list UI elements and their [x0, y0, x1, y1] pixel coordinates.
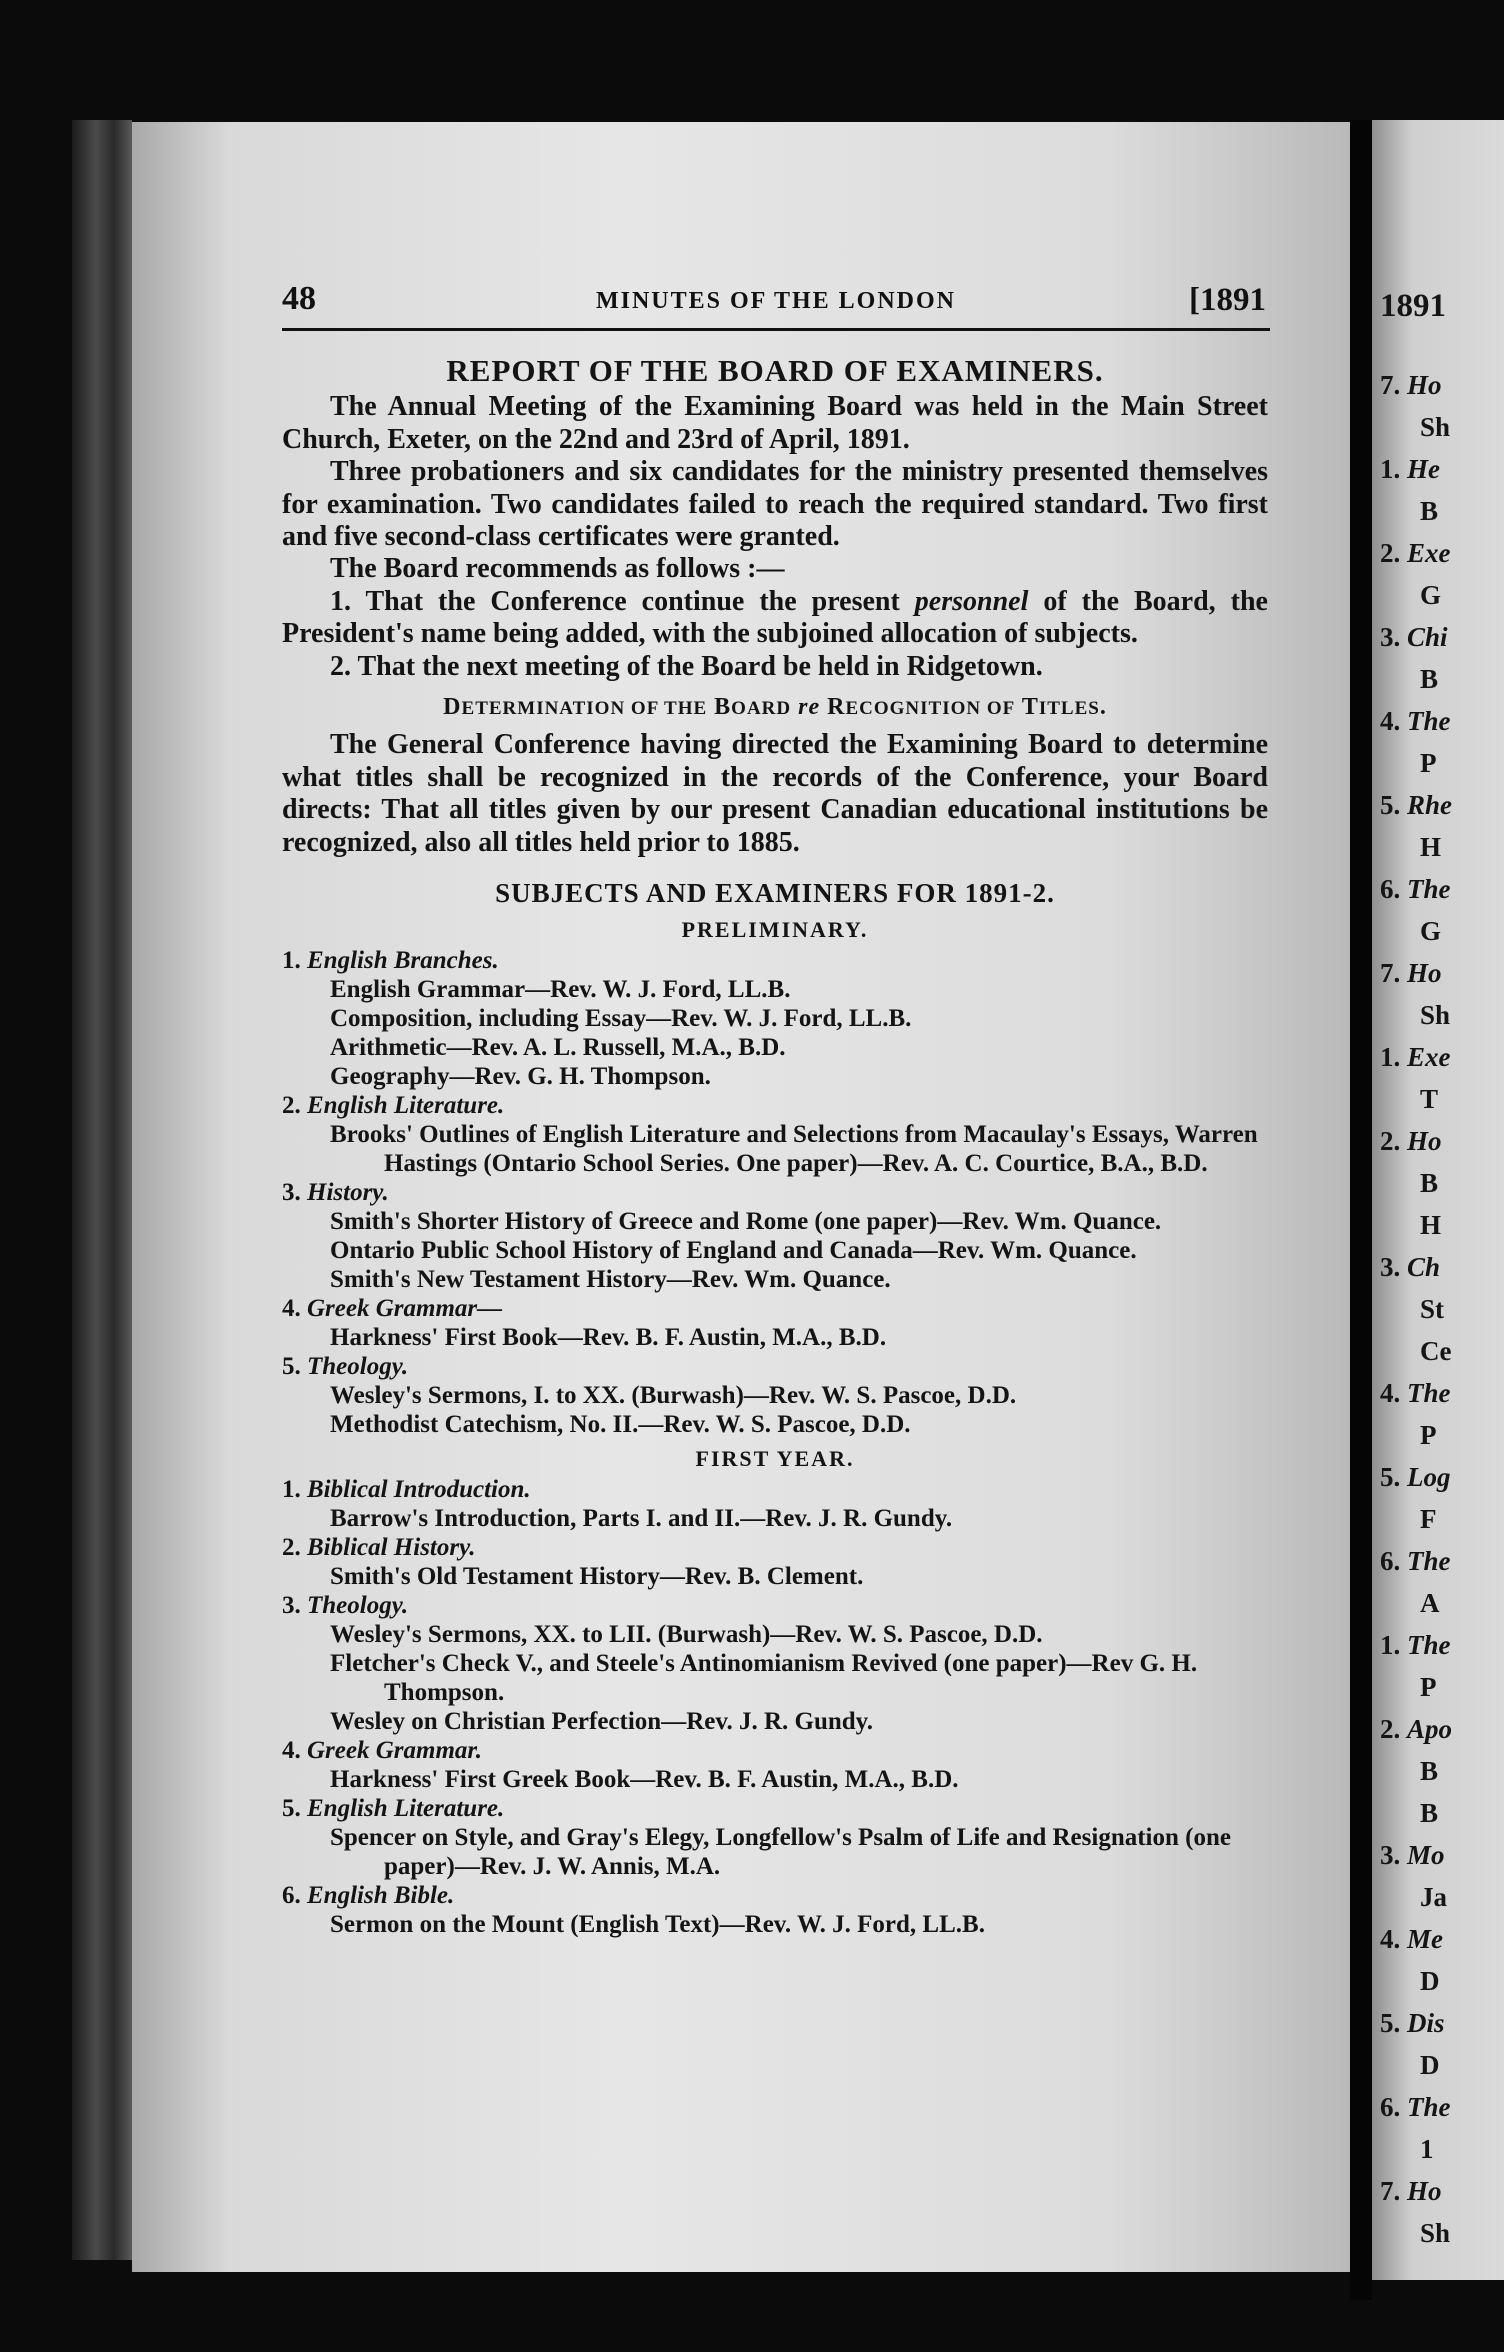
page-number: 48 — [282, 280, 316, 317]
subject-title: English Literature. — [307, 1091, 505, 1119]
subject-item: Sermon on the Mount (English Text)—Rev. W. J. Ford, LL.B. — [330, 1911, 985, 1939]
subject-item: Ontario Public School History of England and Canada—Rev. Wm. Quance. — [330, 1236, 1137, 1264]
adjacent-page-fragment: 5. Log — [1380, 1462, 1451, 1492]
adjacent-page-fragment: St — [1420, 1294, 1445, 1324]
preliminary-list — [282, 946, 1268, 1439]
adjacent-page-fragment: Ja — [1420, 1882, 1447, 1912]
header-year: [1891 — [1189, 282, 1266, 318]
subject-title: English Bible. — [307, 1882, 455, 1910]
adjacent-page-fragment: 3. Mo — [1380, 1840, 1445, 1870]
adjacent-page-fragment: 2. Apo — [1380, 1714, 1453, 1744]
adjacent-page-fragment: 4. The — [1380, 706, 1451, 736]
adjacent-page-fragment: B — [1420, 496, 1439, 526]
subject-title: Greek Grammar. — [307, 1737, 482, 1765]
adjacent-page-fragment: 6. The — [1380, 874, 1451, 904]
preliminary-heading: PRELIMINARY. — [681, 916, 869, 942]
adjacent-page-fragment: 3. Ch — [1380, 1252, 1441, 1282]
subject-item: English Grammar—Rev. W. J. Ford, LL.B. — [330, 975, 791, 1003]
subject-title: English Branches. — [307, 946, 499, 974]
adjacent-page-fragment: 1. Exe — [1380, 1042, 1451, 1072]
adjacent-page-fragment: 7. Ho — [1380, 958, 1442, 988]
adjacent-page-fragment: B — [1420, 1756, 1439, 1786]
subject-item: Smith's Shorter History of Greece and Rome (one paper)—Rev. Wm. Quance. — [330, 1207, 1162, 1235]
subject-item: Smith's New Testament History—Rev. Wm. Quance. — [330, 1265, 891, 1293]
report-title: REPORT OF THE BOARD OF EXAMINERS. — [446, 353, 1104, 388]
subject-category — [282, 1352, 1268, 1381]
adjacent-page-fragment: 2. Exe — [1380, 538, 1451, 568]
adjacent-page-fragment: 4. Me — [1380, 1924, 1443, 1954]
subject-item: Wesley's Sermons, XX. to LII. (Burwash)—Rev. W. S. Pascoe, D.D. — [330, 1621, 1043, 1649]
subject-item: Harkness' First Greek Book—Rev. B. F. Austin, M.A., B.D. — [330, 1766, 959, 1794]
adjacent-page-fragment: Sh — [1420, 412, 1451, 442]
adjacent-page-fragment: 1. He — [1380, 454, 1440, 484]
adjacent-page-fragment: 7. Ho — [1380, 370, 1442, 400]
subject-category — [282, 1178, 1268, 1207]
subject-item: Spencer on Style, and Gray's Elegy, Longfellow's Psalm of Life and Resignation (one paper)—Rev. J. W. Annis, M.A. — [330, 1824, 1231, 1881]
subject-category — [282, 1475, 1268, 1504]
adjacent-page-fragment: D — [1420, 2050, 1440, 2080]
subject-category — [282, 946, 1268, 975]
subject-title: Biblical Introduction. — [307, 1476, 531, 1504]
recommendation-1: 1. That the Conference continue the present personnel of the Board, the President's name being added, with the subjoined allocation of subjects. — [282, 585, 1268, 650]
paragraph: The Annual Meeting of the Examining Board was held in the Main Street Church, Exeter, on the 22nd and 23rd of April, 1891. — [282, 391, 1268, 455]
subjects-heading: SUBJECTS AND EXAMINERS FOR 1891-2. — [495, 878, 1055, 909]
adjacent-page-fragment: 6. The — [1380, 2092, 1451, 2122]
recommendation-2: 2. That the next meeting of the Board be held in Ridgetown. — [330, 650, 1043, 682]
book-spine — [72, 120, 132, 2260]
subject-item: Fletcher's Check V., and Steele's Antinomianism Revived (one paper)—Rev G. H. Thompson. — [330, 1650, 1198, 1707]
subject-number: 6. — [282, 1882, 307, 1910]
adjacent-page-fragment: A — [1420, 1588, 1440, 1618]
running-header — [282, 280, 1270, 331]
adjacent-page-fragment: 5. Rhe — [1380, 790, 1453, 820]
adjacent-page-fragment: B — [1420, 1168, 1439, 1198]
subject-category — [282, 1736, 1268, 1765]
subject-title: History. — [307, 1178, 389, 1206]
adjacent-page-fragment: 5. Dis — [1380, 2008, 1445, 2038]
page-gutter — [1350, 120, 1372, 2300]
paragraph: Three probationers and six candidates for the ministry presented themselves for examination. Two candidates failed to reach the required standard. Two first and five second-class certificates were granted. — [282, 456, 1268, 553]
adjacent-page-fragment: 1 — [1420, 2134, 1434, 2164]
adjacent-page-fragment: Sh — [1420, 1000, 1451, 1030]
subject-item: Composition, including Essay—Rev. W. J. Ford, LL.B. — [330, 1004, 912, 1032]
subject-number: 4. — [282, 1294, 307, 1322]
running-title: MINUTES OF THE LONDON — [595, 288, 957, 314]
adjacent-page-fragment: G — [1420, 916, 1442, 946]
subject-item: Smith's Old Testament History—Rev. B. Clement. — [330, 1563, 864, 1591]
subject-item: Wesley's Sermons, I. to XX. (Burwash)—Rev. W. S. Pascoe, D.D. — [330, 1381, 1017, 1409]
adjacent-page-fragment: F — [1420, 1504, 1437, 1534]
subject-number: 1. — [282, 946, 307, 974]
subject-number: 3. — [282, 1592, 307, 1620]
subject-item: Brooks' Outlines of English Literature and Selections from Macaulay's Essays, Warren Hastings (Ontario School Series. One paper)—Rev. A. C. Courtice, B.A., B.D. — [330, 1120, 1258, 1177]
subject-number: 2. — [282, 1534, 307, 1562]
adjacent-page-fragment: T — [1420, 1084, 1439, 1114]
subject-item: Barrow's Introduction, Parts I. and II.—Rev. J. R. Gundy. — [330, 1505, 953, 1533]
adjacent-page-fragment: 7. Ho — [1380, 2176, 1442, 2206]
adjacent-page-fragment: B — [1420, 1798, 1439, 1828]
first-year-heading: FIRST YEAR. — [695, 1445, 855, 1471]
adjacent-page-fragment: 6. The — [1380, 1546, 1451, 1576]
subject-number: 4. — [282, 1737, 307, 1765]
subject-number: 5. — [282, 1352, 307, 1380]
adjacent-page-fragment: D — [1420, 1966, 1440, 1996]
subject-category — [282, 1794, 1268, 1823]
adjacent-page-fragment: P — [1420, 748, 1437, 778]
adjacent-page-fragment: B — [1420, 664, 1439, 694]
adjacent-page-fragment: 1. The — [1380, 1630, 1451, 1660]
subject-category — [282, 1091, 1268, 1120]
subject-title: English Literature. — [307, 1795, 505, 1823]
adjacent-page-fragment: P — [1420, 1672, 1437, 1702]
subject-category — [282, 1881, 1268, 1910]
subject-item: Wesley on Christian Perfection—Rev. J. R. Gundy. — [330, 1708, 874, 1736]
subject-item: Harkness' First Book—Rev. B. F. Austin, M.A., B.D. — [330, 1323, 887, 1351]
subject-title: Theology. — [307, 1352, 409, 1380]
subject-number: 1. — [282, 1476, 307, 1504]
adjacent-page-fragment: Sh — [1420, 2218, 1451, 2248]
subject-title: Theology. — [307, 1592, 409, 1620]
subject-item: Arithmetic—Rev. A. L. Russell, M.A., B.D. — [330, 1033, 786, 1061]
subject-category — [282, 1591, 1268, 1620]
subject-title: Biblical History. — [307, 1534, 476, 1562]
adjacent-page-fragment: H — [1420, 832, 1442, 862]
adjacent-page-fragment: 4. The — [1380, 1378, 1451, 1408]
determination-text: The General Conference having directed the Examining Board to determine what titles shall be recognized in the records of the Conference, your Board directs: That all titles given by our present Canadian educational institutions be recognized, also all titles held prior to 1885. — [282, 729, 1268, 858]
first-year-list — [282, 1475, 1268, 1939]
page-body — [282, 355, 1268, 1939]
adjacent-page-year: 1891 — [1380, 288, 1446, 324]
adjacent-page-fragment: G — [1420, 580, 1442, 610]
subject-category — [282, 1294, 1268, 1323]
subject-category — [282, 1533, 1268, 1562]
subject-number: 3. — [282, 1178, 307, 1206]
adjacent-page-fragment: H — [1420, 1210, 1442, 1240]
subject-item: Geography—Rev. G. H. Thompson. — [330, 1062, 711, 1090]
subject-item: Methodist Catechism, No. II.—Rev. W. S. Pascoe, D.D. — [330, 1410, 911, 1438]
adjacent-page-fragment: Ce — [1420, 1336, 1452, 1366]
paragraph: The Board recommends as follows :— — [330, 553, 785, 585]
subject-number: 5. — [282, 1795, 307, 1823]
determination-heading: DETERMINATION OF THE BOARD re RECOGNITION OF TITLES. — [443, 694, 1107, 721]
subject-number: 2. — [282, 1091, 307, 1119]
right-page-edge — [1372, 120, 1504, 2280]
subject-title: Greek Grammar— — [307, 1294, 503, 1322]
adjacent-page-fragment: 2. Ho — [1380, 1126, 1442, 1156]
adjacent-page-fragment: 3. Chi — [1380, 622, 1448, 652]
adjacent-page-fragment: P — [1420, 1420, 1437, 1450]
